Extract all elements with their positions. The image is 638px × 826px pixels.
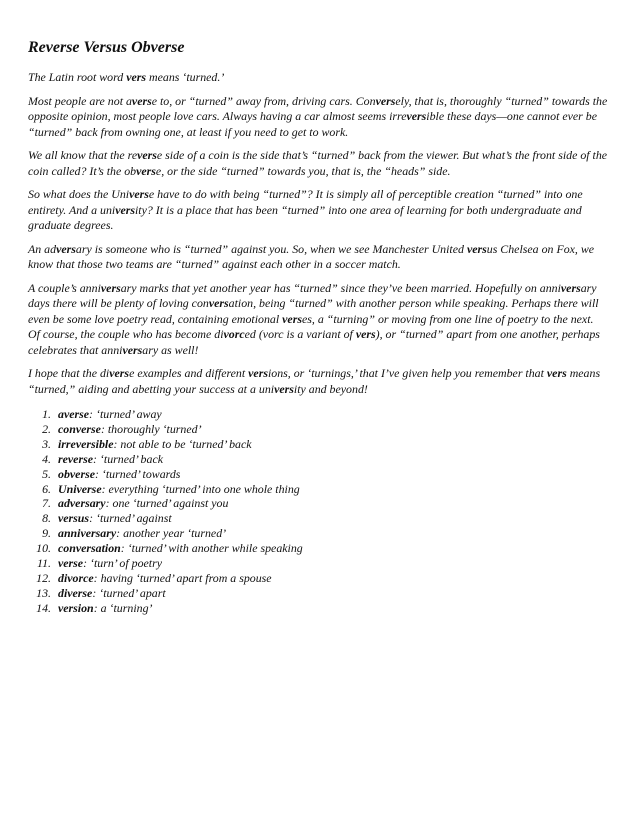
- paragraph-text: ible these days—one cannot ever be “turned” back from owning one, at least if you need to get to work.: [28, 109, 598, 139]
- paragraph-text: e to, or “turned” away from, driving cars. Con: [151, 93, 376, 108]
- list-item: [54, 467, 608, 482]
- glossary-definition: : ‘turned’ towards: [94, 466, 181, 481]
- paragraph: [28, 281, 608, 359]
- glossary-definition: : having ‘turned’ apart from a spouse: [93, 570, 272, 585]
- paragraph-text: e side of a coin is the side that’s “turned” back from the viewer. But what’s the front side of the coin called? It’s the ob: [28, 148, 608, 178]
- glossary-term: obverse: [58, 466, 95, 481]
- root-highlight: vers: [56, 241, 76, 256]
- paragraph-text: I hope that the di: [28, 366, 110, 380]
- glossary-term: diverse: [58, 585, 93, 600]
- root-highlight: vers: [137, 148, 157, 162]
- glossary-term: averse: [58, 407, 90, 421]
- glossary-term: anniversary: [58, 526, 117, 541]
- root-highlight: vers: [560, 280, 581, 295]
- paragraph: [28, 242, 608, 273]
- body-text: [28, 70, 608, 397]
- root-highlight: vers: [274, 381, 294, 396]
- paragraph-text: We all know that the re: [28, 148, 138, 162]
- list-item: [54, 511, 608, 526]
- list-item: [54, 482, 608, 497]
- paragraph-text: ary marks that yet another year has “turned” since they’ve been married. Hopefully on anni: [120, 280, 561, 295]
- paragraph-text: e, or the side “turned” towards you, that is, the “heads” side.: [155, 163, 451, 178]
- root-highlight: vers: [248, 366, 268, 380]
- root-highlight: vers: [131, 93, 152, 108]
- list-item: [54, 437, 608, 452]
- paragraph-text: means ‘turned.’: [146, 70, 225, 84]
- list-item: [54, 571, 608, 586]
- glossary-term: irreversible: [58, 436, 114, 451]
- paragraph-text: Most people are not a: [28, 93, 132, 108]
- paragraph: [28, 70, 608, 86]
- glossary-definition: : everything ‘turned’ into one whole thing: [101, 481, 300, 496]
- paragraph-text: ), or “turned” apart from one another, perhaps celebrates that anni: [28, 327, 600, 357]
- root-highlight: vers: [208, 296, 229, 310]
- glossary-definition: : ‘turned’ back: [93, 451, 163, 466]
- paragraph: [28, 366, 608, 397]
- glossary-definition: : another year ‘turned’: [116, 526, 227, 541]
- root-highlight: vers: [100, 280, 121, 295]
- glossary-term: divorce: [58, 570, 94, 585]
- list-item: [54, 601, 608, 616]
- glossary-definition: : not able to be ‘turned’ back: [113, 436, 252, 451]
- paragraph-text: ary is someone who is “turned” against you. So, when we see Manchester United: [75, 241, 467, 256]
- glossary-term: Universe: [58, 481, 102, 496]
- list-item: [54, 496, 608, 511]
- paragraph: [28, 148, 608, 179]
- glossary-definition: : ‘turn’ of poetry: [83, 556, 163, 571]
- list-item: [54, 452, 608, 467]
- root-highlight: vers: [466, 241, 487, 256]
- root-highlight: vers: [109, 366, 130, 380]
- glossary-term: conversation: [58, 541, 121, 556]
- root-highlight: vers: [282, 311, 302, 326]
- glossary-term: adversary: [58, 496, 106, 511]
- list-item: [54, 586, 608, 601]
- paragraph-text: ity? It is a place that has been “turned” into one area of learning for both undergraduate and graduate degrees.: [28, 202, 582, 232]
- paragraph: [28, 94, 608, 141]
- list-item: [54, 541, 608, 556]
- glossary-term: converse: [58, 421, 101, 436]
- glossary-term: reverse: [58, 451, 93, 466]
- paragraph-text: ation, being “turned” with another person while speaking. Perhaps there will even be some love poetry read, containing emotional: [28, 296, 599, 326]
- root-highlight: vers: [406, 109, 427, 123]
- glossary-definition: : thoroughly ‘turned’: [100, 421, 202, 436]
- root-highlight: vers: [136, 163, 156, 178]
- root-highlight: vorc: [223, 327, 245, 341]
- paragraph-text: So what does the Uni: [28, 187, 130, 201]
- glossary-definition: : ‘turned’ away: [89, 407, 162, 421]
- paragraph-text: An ad: [28, 241, 57, 256]
- glossary-list: [28, 407, 608, 616]
- page-title: Reverse Versus Obverse: [28, 39, 185, 56]
- root-highlight: vers: [115, 202, 135, 217]
- paragraph-text: ary as well!: [142, 342, 199, 357]
- root-highlight: vers: [126, 70, 147, 84]
- root-highlight: vers: [355, 327, 376, 341]
- glossary-definition: : ‘turned’ with another while speaking: [120, 541, 303, 556]
- glossary-term: versus: [58, 511, 90, 526]
- glossary-term: version: [58, 600, 94, 615]
- list-item: [54, 526, 608, 541]
- list-item: [54, 556, 608, 571]
- paragraph-text: es, a “turning” or moving from one line of poetry to the next. Of course, the couple who has become di: [28, 311, 594, 341]
- glossary-term: verse: [58, 556, 84, 571]
- paragraph-text: e examples and different: [129, 366, 249, 380]
- root-highlight: vers: [122, 342, 143, 357]
- paragraph: [28, 187, 608, 234]
- list-item: [54, 422, 608, 437]
- paragraph-text: ity and beyond!: [293, 381, 368, 396]
- glossary-definition: : ‘turned’ against: [89, 511, 172, 526]
- paragraph-text: e have to do with being “turned”? It is simply all of perceptible creation “turned” into one entirety. And a uni: [28, 187, 583, 217]
- document-page: [28, 38, 608, 616]
- root-highlight: vers: [129, 187, 149, 201]
- paragraph-text: The Latin root word: [28, 70, 127, 84]
- paragraph-text: A couple’s anni: [28, 280, 101, 295]
- paragraph-text: ely, that is, thoroughly “turned” towards the opposite opinion, most people love cars. Always having a car almost seems irre: [28, 93, 608, 123]
- glossary-definition: : ‘turned’ apart: [92, 585, 166, 600]
- list-item: [54, 407, 608, 422]
- glossary-definition: : a ‘turning’: [93, 600, 153, 615]
- root-highlight: vers: [546, 366, 567, 380]
- paragraph-text: ary days there will be plenty of loving con: [28, 280, 597, 310]
- paragraph-text: us Chelsea on Fox, we know that those two teams are “turned” against each other in a soccer match.: [28, 241, 595, 271]
- root-highlight: vers: [375, 93, 396, 108]
- paragraph-text: ed (vorc is a variant of: [244, 327, 356, 341]
- paragraph-text: means “turned,” aiding and abetting your success at a uni: [28, 366, 601, 396]
- paragraph-text: ions, or ‘turnings,’ that I’ve given help you remember that: [267, 366, 547, 380]
- glossary-definition: : one ‘turned’ against you: [105, 496, 229, 511]
